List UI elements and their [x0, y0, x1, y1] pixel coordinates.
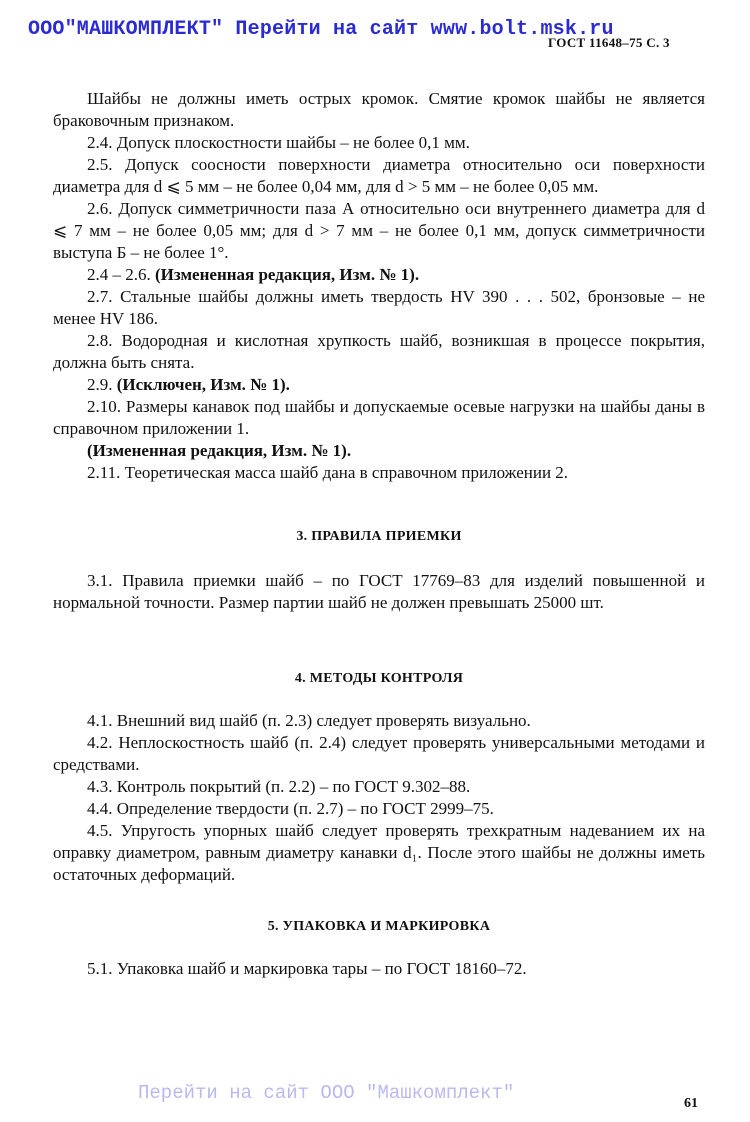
- spacer: [53, 886, 705, 916]
- paragraph-2-10: 2.10. Размеры канавок под шайбы и допускаемые осевые нагрузки на шайбы даны в справочном приложении 1.: [53, 397, 705, 438]
- site-banner-link[interactable]: ООО"МАШКОМПЛЕКТ" Перейти на сайт www.bolt.msk.ru: [28, 18, 614, 41]
- paragraph-2-8: 2.8. Водородная и кислотная хрупкость шайб, возникшая в процессе покрытия, должна быть снята.: [53, 331, 705, 372]
- amendment-note-2-9-prefix: 2.9.: [87, 375, 113, 394]
- footer-site-link[interactable]: Перейти на сайт ООО "Машкомплект": [138, 1082, 515, 1104]
- paragraph-2-6: 2.6. Допуск симметричности паза А относительно оси внутреннего диаметра для d ⩽ 7 мм – не более 0,05 мм; для d > 7 мм – не более 0,1 мм, допуск симметричности выступа Б – не более 1°.: [53, 199, 705, 262]
- document-body: [53, 88, 705, 980]
- spacer: [53, 690, 705, 710]
- paragraph-3-1: 3.1. Правила приемки шайб – по ГОСТ 17769–83 для изделий повышенной и нормальной точности. Размер партии шайб не должен превышать 25000 шт.: [53, 571, 705, 612]
- page-number: 61: [684, 1096, 698, 1111]
- paragraph-4-2: 4.2. Неплоскостность шайб (п. 2.4) следует проверять универсальными методами и средствами.: [53, 733, 705, 774]
- paragraph-4-1: 4.1. Внешний вид шайб (п. 2.3) следует проверять визуально.: [87, 711, 531, 730]
- amendment-note-2-4-2-6-prefix: 2.4 – 2.6.: [87, 265, 151, 284]
- amendment-note-2-10: (Измененная редакция, Изм. № 1).: [87, 441, 352, 460]
- page-header: [0, 0, 750, 58]
- spacer: [53, 614, 705, 668]
- section-heading-acceptance: 3. ПРАВИЛА ПРИЕМКИ: [296, 529, 462, 544]
- spacer: [53, 938, 705, 958]
- spacer: [53, 548, 705, 570]
- spacer: [53, 484, 705, 526]
- paragraph-2-4: 2.4. Допуск плоскостности шайбы – не более 0,1 мм.: [87, 133, 470, 152]
- paragraph-5-1: 5.1. Упаковка шайб и маркировка тары – по ГОСТ 18160–72.: [87, 959, 527, 978]
- amendment-note-2-4-2-6: [53, 264, 705, 286]
- amendment-note-2-4-2-6-text: (Измененная редакция, Изм. № 1).: [155, 265, 420, 284]
- section-heading-control-methods: 4. МЕТОДЫ КОНТРОЛЯ: [294, 671, 464, 686]
- paragraph-4-4: 4.4. Определение твердости (п. 2.7) – по ГОСТ 2999–75.: [87, 799, 494, 818]
- paragraph-4-3: 4.3. Контроль покрытий (п. 2.2) – по ГОСТ 9.302–88.: [87, 777, 471, 796]
- amendment-note-2-9-text: (Исключен, Изм. № 1).: [116, 375, 290, 394]
- paragraph-2-7: 2.7. Стальные шайбы должны иметь твердость HV 390 . . . 502, бронзовые – не менее HV 186.: [53, 287, 705, 328]
- paragraph-4-5: 4.5. Упругость упорных шайб следует проверять трехкратным надеванием их на оправку диаметром, равным диаметру канавки d₁. После этого шайбы не должны иметь остаточных деформаций.: [53, 821, 705, 884]
- paragraph-sharp-edges: Шайбы не должны иметь острых кромок. Смятие кромок шайбы не является браковочным признаком.: [53, 89, 705, 130]
- amendment-note-2-9: [53, 374, 705, 396]
- section-heading-packaging: 5. УПАКОВКА И МАРКИРОВКА: [267, 919, 491, 934]
- paragraph-2-11: 2.11. Теоретическая масса шайб дана в справочном приложении 2.: [87, 463, 569, 482]
- gost-code-header: ГОСТ 11648–75 С. 3: [548, 35, 670, 50]
- paragraph-2-5: 2.5. Допуск соосности поверхности диаметра относительно оси поверхности диаметра для d ⩽ 5 мм – не более 0,04 мм, для d > 5 мм – не более 0,05 мм.: [53, 155, 705, 196]
